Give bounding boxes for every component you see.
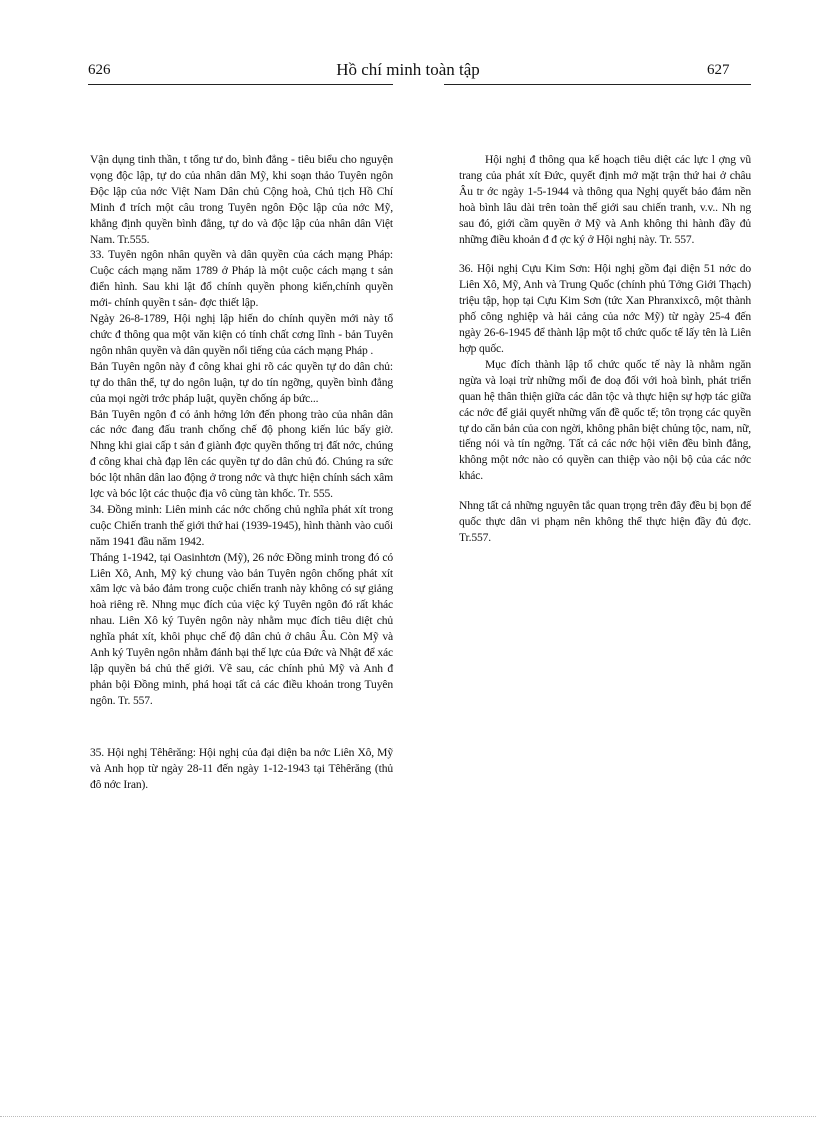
header-rule-right [444,84,751,85]
paragraph: Hội nghị đ thông qua kế hoạch tiêu diệt các lực l ợng vũ trang của phát xít Đức, quyết định mở mặt trận thứ hai ở châu Âu tr ớc ngày 1-5-1944 và thông qua Nghị quyết bảo đảm nền hoà bình lâu dài trên toàn thế giới sau chiến tranh, v.v.. Nh ng sau đó, giới cầm quyền ở Mỹ và Anh không thi hành đầy đủ những điều khoản đ đ ợc ký ở Hội nghị này. Tr. 557. [459,153,751,246]
paragraph: Nhng tất cả những nguyên tắc quan trọng trên đây đều bị bọn đế quốc thực dân vi phạm nên không thể thực hiện đầy đủ đợc. Tr.557. [459,499,751,544]
note-33: 33. Tuyên ngôn nhân quyền và dân quyền của cách mạng Pháp: Cuộc cách mạng năm 1789 ở Pháp là một cuộc cách mạng t sản điển hình. Sau khi lật đổ chính quyền phong kiến,chính quyền mới- chính quyền t sản- đợc thiết lập. [90,248,393,310]
page-number-left: 626 [88,62,111,78]
paragraph: Ngày 26-8-1789, Hội nghị lập hiến do chính quyền mới này tổ chức đ thông qua một văn kiện có tính chất cơng lĩnh - bản Tuyên ngôn nhân quyền và dân quyền nổi tiếng của cách mạng Pháp . [90,312,393,357]
header-rule-left [88,84,393,85]
note-35: 35. Hội nghị Têhêrăng: Hội nghị của đại diện ba nớc Liên Xô, Mỹ và Anh họp từ ngày 28-11 đến ngày 1-12-1943 tại Têhêrăng (thủ đô nớc Iran). [90,745,393,791]
left-column [90,152,393,792]
paragraph: Bản Tuyên ngôn đ có ảnh hởng lớn đến phong trào của nhân dân các nớc đang đấu tranh chống chế độ phong kiến lúc bấy giờ. Nhng khi giai cấp t sản đ giành đợc quyền thống trị đất nớc, chúng đ công khai chà đạp lên các quyền tự do dân chủ đó. Chúng ra sức bóc lột nhân dân lao động ở trong nớc và thực hiện chính sách xâm lợc và bóc lột các thuộc địa vô cùng tàn khốc. Tr. 555. [90,407,393,501]
paragraph: Vận dụng tinh thần, t tổng tư do, bình đẳng - tiêu biểu cho nguyện vọng độc lập, tự do của nhân dân Mỹ, khi soạn thảo Tuyên ngôn Độc lập của nớc Việt Nam Dân chủ Cộng hoà, Chủ tịch Hồ Chí Minh đ trích một câu trong Tuyên ngôn Độc lập của nớc Mỹ, khẳng định quyền bình đẳng, tự do và độc lập của nhân dân Việt Nam. Tr.555. [90,153,393,246]
paragraph: Tháng 1-1942, tại Oasinhtơn (Mỹ), 26 nớc Đồng minh trong đó có Liên Xô, Anh, Mỹ ký chung vào bản Tuyên ngôn chống phát xít xâm lợc và bảo đảm trong cuộc chiến tranh này không có sự giảng hoà riêng rẽ. Nhng mục đích của việc ký Tuyên ngôn đó rất khác nhau. Liên Xô ký Tuyên ngôn này nhằm mục đích tiêu diệt chủ nghĩa phát xít, khôi phục chế độ dân chủ ở châu Âu. Còn Mỹ và Anh ký Tuyên ngôn nhằm đánh bại thế lực của Đức và Nhật để xác lập quyền bá chủ thế giới. Về sau, các chính phủ Mỹ và Anh đ phản bội Đồng minh, phá hoại tất cả các điều khoản trong Tuyên ngôn. Tr. 557. [90,550,393,707]
paragraph: Mục đích thành lập tổ chức quốc tế này là nhằm ngăn ngừa và loại trừ những mối đe doạ đối với hoà bình, phát triển quan hệ thân thiện giữa các dân tộc và thực hiện sự hợp tác giữa các nớc để giải quyết những vấn đề quốc tế; tôn trọng các quyền tự do căn bản của con ngời, không phân biệt chủng tộc, nam, nữ, tiếng nói và tín ngỡng. Tất cả các nớc hội viên đều bình đẳng, không một nớc nào có quyền can thiệp vào nội bộ của các nớc khác. [459,357,751,483]
page-number-right: 627 [707,62,730,78]
note-36: 36. Hội nghị Cựu Kim Sơn: Hội nghị gồm đại diện 51 nớc do Liên Xô, Mỹ, Anh và Trung Quốc (chính phủ Tởng Giới Thạch) triệu tập, họp tại Cựu Kim Sơn (tức Xan Phranxixcô, một thành phố công nghiệp và hải cảng của nớc Mỹ) từ ngày 25-4 đến ngày 26-6-1945 để thành lập một tổ chức quốc tế lấy tên là Liên hợp quốc. [459,262,751,355]
paragraph: Bản Tuyên ngôn này đ công khai ghi rõ các quyền tự do dân chủ: tự do thân thể, tự do ngôn luận, tự do tín ngỡng, quyền bình đẳng của mọi ngời trớc pháp luật, quyền chống áp bức... [90,359,393,405]
bottom-border [0,1116,816,1117]
right-column [459,152,751,546]
running-title: Hồ chí minh toàn tập [336,60,480,79]
note-34: 34. Đồng minh: Liên minh các nớc chống chủ nghĩa phát xít trong cuộc Chiến tranh thế giới thứ hai (1939-1945), hình thành vào cuối năm 1941 đầu năm 1942. [90,502,393,548]
